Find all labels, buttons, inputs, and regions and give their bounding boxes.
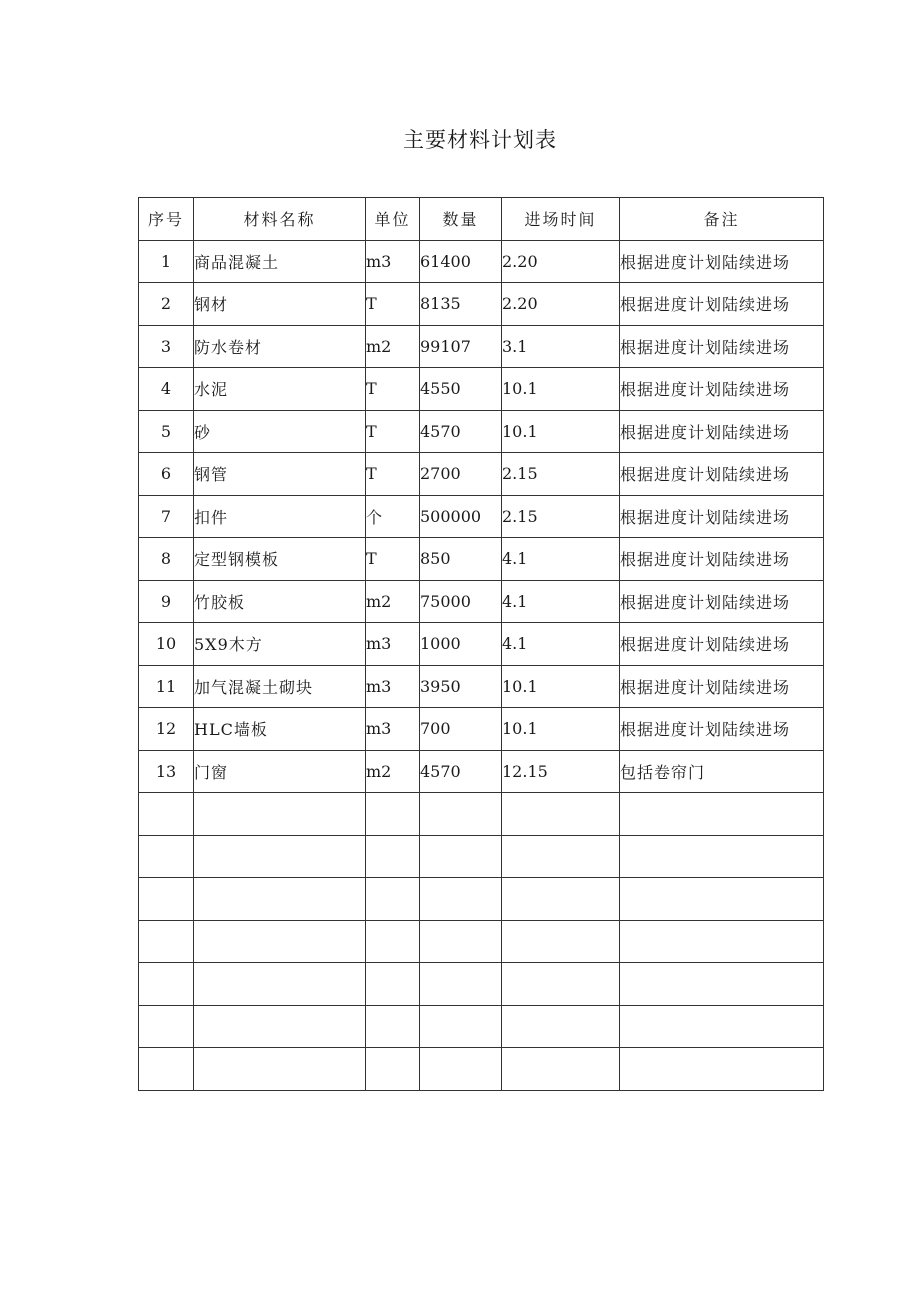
cell-unit: T: [366, 368, 420, 411]
empty-cell: [194, 878, 366, 921]
cell-unit: T: [366, 453, 420, 496]
cell-remarks: 根据进度计划陆续进场: [620, 453, 824, 496]
cell-material-name: 竹胶板: [194, 580, 366, 623]
empty-cell: [620, 878, 824, 921]
cell-arrival-time: 10.1: [502, 665, 620, 708]
empty-cell: [194, 793, 366, 836]
empty-cell: [502, 963, 620, 1006]
cell-remarks: 根据进度计划陆续进场: [620, 283, 824, 326]
cell-quantity: 99107: [420, 325, 502, 368]
empty-cell: [194, 963, 366, 1006]
cell-material-name: 水泥: [194, 368, 366, 411]
cell-quantity: 700: [420, 708, 502, 751]
cell-arrival-time: 10.1: [502, 708, 620, 751]
cell-unit: m3: [366, 665, 420, 708]
cell-material-name: 钢管: [194, 453, 366, 496]
empty-cell: [620, 963, 824, 1006]
cell-quantity: 2700: [420, 453, 502, 496]
cell-arrival-time: 2.15: [502, 495, 620, 538]
cell-material-name: HLC墙板: [194, 708, 366, 751]
empty-cell: [139, 793, 194, 836]
cell-unit: m2: [366, 750, 420, 793]
cell-quantity: 8135: [420, 283, 502, 326]
header-remarks: 备注: [620, 198, 824, 241]
table-row: [139, 580, 824, 623]
empty-table-row: [139, 793, 824, 836]
table-row: [139, 240, 824, 283]
table-row: [139, 538, 824, 581]
empty-cell: [420, 1048, 502, 1091]
cell-no: 13: [139, 750, 194, 793]
cell-no: 4: [139, 368, 194, 411]
cell-arrival-time: 4.1: [502, 623, 620, 666]
empty-cell: [194, 835, 366, 878]
header-unit: 单位: [366, 198, 420, 241]
empty-cell: [194, 1005, 366, 1048]
empty-cell: [420, 963, 502, 1006]
empty-cell: [420, 920, 502, 963]
cell-arrival-time: 10.1: [502, 368, 620, 411]
cell-no: 11: [139, 665, 194, 708]
cell-unit: m3: [366, 623, 420, 666]
empty-cell: [502, 878, 620, 921]
empty-cell: [139, 835, 194, 878]
empty-cell: [420, 793, 502, 836]
cell-remarks: 根据进度计划陆续进场: [620, 665, 824, 708]
table-row: [139, 283, 824, 326]
material-plan-table: [138, 197, 824, 1091]
cell-material-name: 防水卷材: [194, 325, 366, 368]
cell-remarks: 根据进度计划陆续进场: [620, 708, 824, 751]
cell-unit: T: [366, 410, 420, 453]
cell-no: 10: [139, 623, 194, 666]
cell-quantity: 850: [420, 538, 502, 581]
empty-cell: [366, 963, 420, 1006]
cell-no: 3: [139, 325, 194, 368]
empty-cell: [502, 1048, 620, 1091]
empty-cell: [502, 1005, 620, 1048]
header-arrival-time: 进场时间: [502, 198, 620, 241]
page-title: 主要材料计划表: [403, 128, 557, 152]
cell-remarks: 根据进度计划陆续进场: [620, 240, 824, 283]
cell-arrival-time: 4.1: [502, 580, 620, 623]
table-row: [139, 665, 824, 708]
empty-cell: [366, 920, 420, 963]
cell-no: 1: [139, 240, 194, 283]
empty-cell: [502, 920, 620, 963]
cell-quantity: 4570: [420, 410, 502, 453]
cell-unit: m3: [366, 240, 420, 283]
cell-remarks: 根据进度计划陆续进场: [620, 325, 824, 368]
cell-material-name: 门窗: [194, 750, 366, 793]
cell-arrival-time: 3.1: [502, 325, 620, 368]
cell-quantity: 500000: [420, 495, 502, 538]
cell-arrival-time: 2.15: [502, 453, 620, 496]
table-row: [139, 708, 824, 751]
empty-cell: [620, 1005, 824, 1048]
cell-quantity: 61400: [420, 240, 502, 283]
empty-cell: [366, 1005, 420, 1048]
empty-cell: [194, 1048, 366, 1091]
cell-arrival-time: 12.15: [502, 750, 620, 793]
table-row: [139, 623, 824, 666]
empty-cell: [139, 878, 194, 921]
empty-table-row: [139, 878, 824, 921]
empty-cell: [420, 878, 502, 921]
empty-cell: [139, 963, 194, 1006]
cell-quantity: 1000: [420, 623, 502, 666]
cell-no: 2: [139, 283, 194, 326]
empty-cell: [620, 920, 824, 963]
empty-cell: [502, 835, 620, 878]
cell-material-name: 定型钢模板: [194, 538, 366, 581]
cell-arrival-time: 2.20: [502, 283, 620, 326]
empty-table-row: [139, 920, 824, 963]
cell-unit: T: [366, 538, 420, 581]
empty-cell: [366, 878, 420, 921]
cell-remarks: 包括卷帘门: [620, 750, 824, 793]
empty-table-row: [139, 1005, 824, 1048]
table-header-row: [139, 198, 824, 241]
cell-material-name: 5X9木方: [194, 623, 366, 666]
empty-table-row: [139, 835, 824, 878]
cell-no: 9: [139, 580, 194, 623]
table-row: [139, 453, 824, 496]
empty-cell: [139, 920, 194, 963]
cell-arrival-time: 4.1: [502, 538, 620, 581]
empty-cell: [420, 835, 502, 878]
empty-cell: [139, 1005, 194, 1048]
cell-remarks: 根据进度计划陆续进场: [620, 580, 824, 623]
cell-unit: m3: [366, 708, 420, 751]
empty-cell: [620, 835, 824, 878]
cell-arrival-time: 10.1: [502, 410, 620, 453]
cell-remarks: 根据进度计划陆续进场: [620, 368, 824, 411]
cell-no: 6: [139, 453, 194, 496]
cell-arrival-time: 2.20: [502, 240, 620, 283]
cell-no: 8: [139, 538, 194, 581]
cell-remarks: 根据进度计划陆续进场: [620, 410, 824, 453]
cell-quantity: 4570: [420, 750, 502, 793]
empty-cell: [620, 793, 824, 836]
empty-table-row: [139, 963, 824, 1006]
empty-cell: [139, 1048, 194, 1091]
empty-cell: [366, 1048, 420, 1091]
empty-cell: [502, 793, 620, 836]
cell-material-name: 砂: [194, 410, 366, 453]
table-row: [139, 325, 824, 368]
cell-unit: 个: [366, 495, 420, 538]
cell-material-name: 扣件: [194, 495, 366, 538]
table-row: [139, 410, 824, 453]
table-row: [139, 750, 824, 793]
cell-quantity: 75000: [420, 580, 502, 623]
cell-quantity: 4550: [420, 368, 502, 411]
cell-no: 7: [139, 495, 194, 538]
header-quantity: 数量: [420, 198, 502, 241]
empty-cell: [620, 1048, 824, 1091]
empty-cell: [366, 793, 420, 836]
cell-unit: T: [366, 283, 420, 326]
empty-cell: [420, 1005, 502, 1048]
header-no: 序号: [139, 198, 194, 241]
cell-quantity: 3950: [420, 665, 502, 708]
cell-unit: m2: [366, 325, 420, 368]
table-row: [139, 495, 824, 538]
cell-material-name: 加气混凝土砌块: [194, 665, 366, 708]
cell-unit: m2: [366, 580, 420, 623]
table-row: [139, 368, 824, 411]
cell-remarks: 根据进度计划陆续进场: [620, 538, 824, 581]
empty-cell: [194, 920, 366, 963]
cell-no: 12: [139, 708, 194, 751]
header-material-name: 材料名称: [194, 198, 366, 241]
cell-remarks: 根据进度计划陆续进场: [620, 495, 824, 538]
empty-table-row: [139, 1048, 824, 1091]
cell-no: 5: [139, 410, 194, 453]
cell-remarks: 根据进度计划陆续进场: [620, 623, 824, 666]
cell-material-name: 商品混凝土: [194, 240, 366, 283]
empty-cell: [366, 835, 420, 878]
cell-material-name: 钢材: [194, 283, 366, 326]
